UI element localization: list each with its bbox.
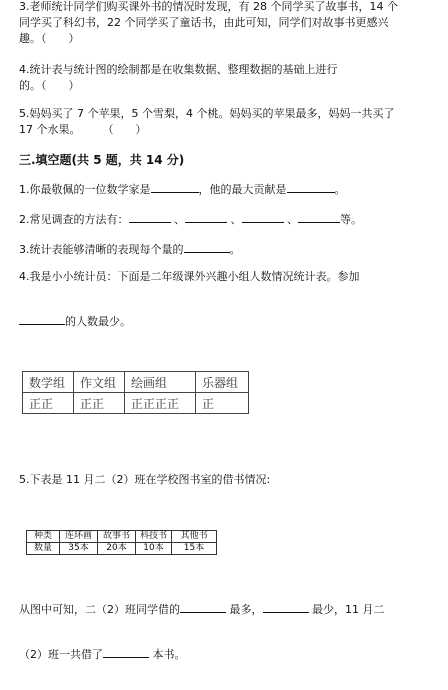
fill-q2-end: 等。 — [340, 213, 362, 226]
table-header: 作文组 — [74, 372, 125, 393]
book-lending-table — [26, 530, 217, 555]
judge-q3-line3: 趣。（ ） — [19, 32, 80, 45]
fill-q5-line1: 5.下表是 11 月二（2）班在学校图书室的借书情况: — [19, 473, 271, 486]
table-cell: 种类 — [27, 531, 60, 543]
table-cell: 20本 — [98, 543, 136, 555]
fill-q3-text: 3.统计表能够清晰的表现每个量的 — [19, 243, 184, 256]
table-header: 数学组 — [23, 372, 74, 393]
answer-blank[interactable] — [242, 212, 284, 223]
judge-q5-line2: 17 个水果。 （ ） — [19, 123, 147, 136]
table-row — [23, 372, 249, 393]
answer-blank[interactable] — [19, 314, 65, 325]
fill-q3-end: 。 — [229, 243, 241, 256]
table-header: 乐器组 — [196, 372, 249, 393]
fill-q5-line3 — [19, 647, 186, 662]
judge-q3-line1: 3.老师统计同学们购买课外书的情况时发现，有 28 个同学买了故事书，14 个 — [19, 0, 398, 13]
judge-q5-line1: 5.妈妈买了 7 个苹果，5 个雪梨，4 个桃。妈妈买的苹果最多，妈妈一共买了 — [19, 107, 395, 120]
table-cell: 15本 — [172, 543, 217, 555]
answer-blank[interactable] — [263, 602, 309, 613]
fill-q5-line2 — [19, 602, 385, 617]
table-row — [23, 393, 249, 414]
section-title: 三.填空题(共 5 题，共 14 分) — [19, 153, 185, 167]
fill-q2 — [19, 212, 362, 227]
tally-cell: 正正正正 — [125, 393, 196, 414]
table-cell: 35本 — [60, 543, 98, 555]
table-cell: 连环画 — [60, 531, 98, 543]
fill-q5-text-c: 最少，11 月二 — [312, 603, 385, 616]
fill-q5-text-a: 从图中可知，二（2）班同学借的 — [19, 603, 180, 616]
answer-blank[interactable] — [180, 602, 226, 613]
fill-q1-text-a: 1.你最敬佩的一位数学家是 — [19, 183, 151, 196]
judge-q4-line1: 4.统计表与统计图的绘制都是在收集数据、整理数据的基础上进行 — [19, 63, 338, 76]
table-header: 绘画组 — [125, 372, 196, 393]
answer-blank[interactable] — [184, 242, 230, 253]
fill-q5-text-b: 最多， — [229, 603, 263, 616]
fill-q3 — [19, 242, 241, 257]
fill-q4-line2 — [19, 314, 131, 329]
tally-cell: 正 — [196, 393, 249, 414]
fill-q1-text-b: ，他的最大贡献是 — [198, 183, 287, 196]
answer-blank[interactable] — [298, 212, 340, 223]
table-cell: 科技书 — [136, 531, 172, 543]
fill-q1-text-c: 。 — [334, 183, 346, 196]
interest-group-table — [22, 371, 249, 414]
fill-q5-text-e: 本书。 — [152, 648, 186, 661]
tally-cell: 正正 — [23, 393, 74, 414]
answer-blank[interactable] — [287, 182, 335, 193]
separator: 、 — [230, 213, 242, 226]
table-cell: 10本 — [136, 543, 172, 555]
tally-cell: 正正 — [74, 393, 125, 414]
answer-blank[interactable] — [185, 212, 227, 223]
judge-q3-line2: 同学买了科幻书，22 个同学买了童话书，由此可知，同学们对故事书更感兴 — [19, 16, 389, 29]
answer-blank[interactable] — [151, 182, 199, 193]
fill-q4-end: 的人数最少。 — [65, 315, 131, 328]
fill-q4-line1: 4.我是小小统计员：下面是二年级课外兴趣小组人数情况统计表。参加 — [19, 270, 360, 283]
table-row — [27, 531, 217, 543]
fill-q2-text: 2.常见调查的方法有： — [19, 213, 129, 226]
table-row — [27, 543, 217, 555]
judge-q4-line2: 的。（ ） — [19, 79, 80, 92]
separator: 、 — [287, 213, 298, 226]
separator: 、 — [174, 213, 185, 226]
table-cell: 数量 — [27, 543, 60, 555]
answer-blank[interactable] — [129, 212, 171, 223]
fill-q5-text-d: （2）班一共借了 — [19, 648, 103, 661]
fill-q1 — [19, 182, 346, 197]
answer-blank[interactable] — [103, 647, 149, 658]
table-cell: 其他书 — [172, 531, 217, 543]
table-cell: 故事书 — [98, 531, 136, 543]
